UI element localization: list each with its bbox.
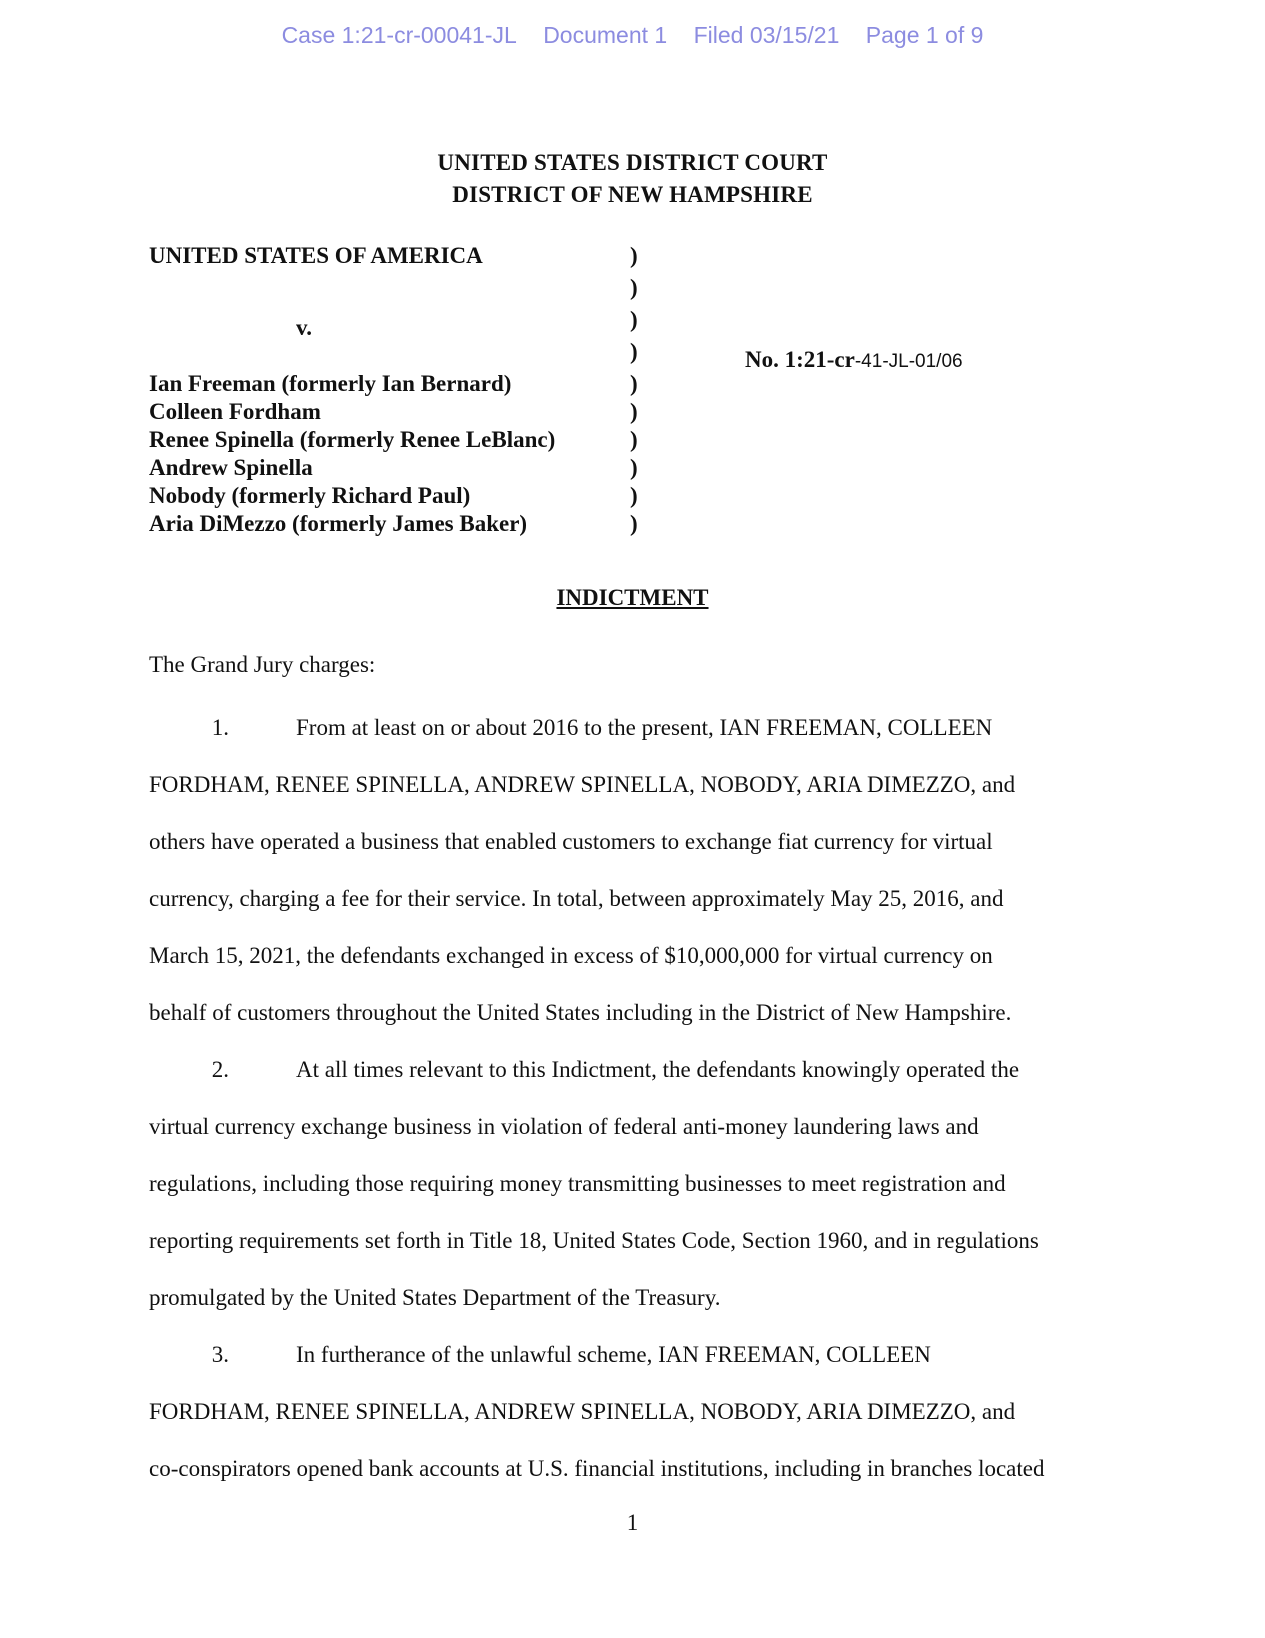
paragraph-line: virtual currency exchange business in violation of federal anti-money laundering laws and: [149, 1114, 979, 1139]
paragraph-text: From at least on or about 2016 to the present, IAN FREEMAN, COLLEEN: [296, 715, 993, 740]
court-name: UNITED STATES DISTRICT COURT: [437, 150, 828, 175]
page-number: 1: [626, 1510, 639, 1535]
paragraph-number: 2.: [211, 1057, 229, 1082]
paragraph-line: promulgated by the United States Department of the Treasury.: [149, 1285, 721, 1310]
caption-paren: ): [630, 483, 638, 508]
paragraph-line: behalf of customers throughout the United States including in the District of New Hampshire.: [149, 1000, 1012, 1025]
caption-defendant: Colleen Fordham: [149, 399, 321, 424]
case-number-prefix: No. 1:21-cr: [745, 347, 855, 372]
caption-defendant: Andrew Spinella: [149, 455, 313, 480]
paragraph-line: [149, 1342, 931, 1368]
caption-paren: ): [630, 243, 638, 268]
stamp-filed-date: Filed 03/15/21: [693, 22, 840, 48]
caption-paren: ): [630, 455, 638, 480]
caption-paren: ): [630, 339, 638, 364]
case-number-suffix: -41-JL-01/06: [854, 351, 963, 372]
paragraph-line: reporting requirements set forth in Title 18, United States Code, Section 1960, and in regulations: [149, 1228, 1039, 1253]
paragraph-text: At all times relevant to this Indictment, the defendants knowingly operated the: [296, 1057, 1020, 1082]
case-number: [745, 347, 963, 373]
paragraph-line: [149, 1057, 1019, 1083]
paragraph-number: 1.: [211, 715, 229, 740]
paragraph-line: [149, 715, 992, 741]
paragraph-line: others have operated a business that enabled customers to exchange fiat currency for virtual: [149, 829, 993, 854]
paragraph-line: co-conspirators opened bank accounts at U.S. financial institutions, including in branches located: [149, 1456, 1045, 1481]
stamp-document: Document 1: [543, 22, 668, 48]
caption-paren: ): [630, 399, 638, 424]
court-district: DISTRICT OF NEW HAMPSHIRE: [452, 182, 813, 207]
caption-defendant: Aria DiMezzo (formerly James Baker): [149, 511, 528, 536]
caption-paren: ): [630, 511, 638, 536]
caption-paren: ): [630, 307, 638, 332]
caption-defendant: Ian Freeman (formerly Ian Bernard): [149, 371, 512, 396]
paragraph-line: currency, charging a fee for their service. In total, between approximately May 25, 2016, and: [149, 886, 1004, 911]
paragraph-line: regulations, including those requiring money transmitting businesses to meet registration and: [149, 1171, 1006, 1196]
caption-plaintiff: UNITED STATES OF AMERICA: [149, 243, 483, 268]
caption-versus: v.: [296, 315, 312, 340]
caption-paren: ): [630, 427, 638, 452]
paragraph-line: FORDHAM, RENEE SPINELLA, ANDREW SPINELLA, NOBODY, ARIA DIMEZZO, and: [149, 1399, 1016, 1424]
filing-stamp: [0, 22, 1265, 49]
paragraph-line: March 15, 2021, the defendants exchanged in excess of $10,000,000 for virtual currency on: [149, 943, 993, 968]
stamp-page: Page 1 of 9: [865, 22, 984, 48]
paragraph-line: FORDHAM, RENEE SPINELLA, ANDREW SPINELLA, NOBODY, ARIA DIMEZZO, and: [149, 772, 1016, 797]
paragraph-text: In furtherance of the unlawful scheme, IAN FREEMAN, COLLEEN: [296, 1342, 931, 1367]
caption-paren: ): [630, 371, 638, 396]
caption-paren: ): [630, 275, 638, 300]
document-title: INDICTMENT: [556, 585, 709, 610]
paragraph-number: 3.: [211, 1342, 229, 1367]
caption-defendant: Renee Spinella (formerly Renee LeBlanc): [149, 427, 556, 452]
stamp-case-number: Case 1:21-cr-00041-JL: [281, 22, 517, 48]
caption-defendant: Nobody (formerly Richard Paul): [149, 483, 471, 508]
intro-line: The Grand Jury charges:: [149, 652, 376, 677]
